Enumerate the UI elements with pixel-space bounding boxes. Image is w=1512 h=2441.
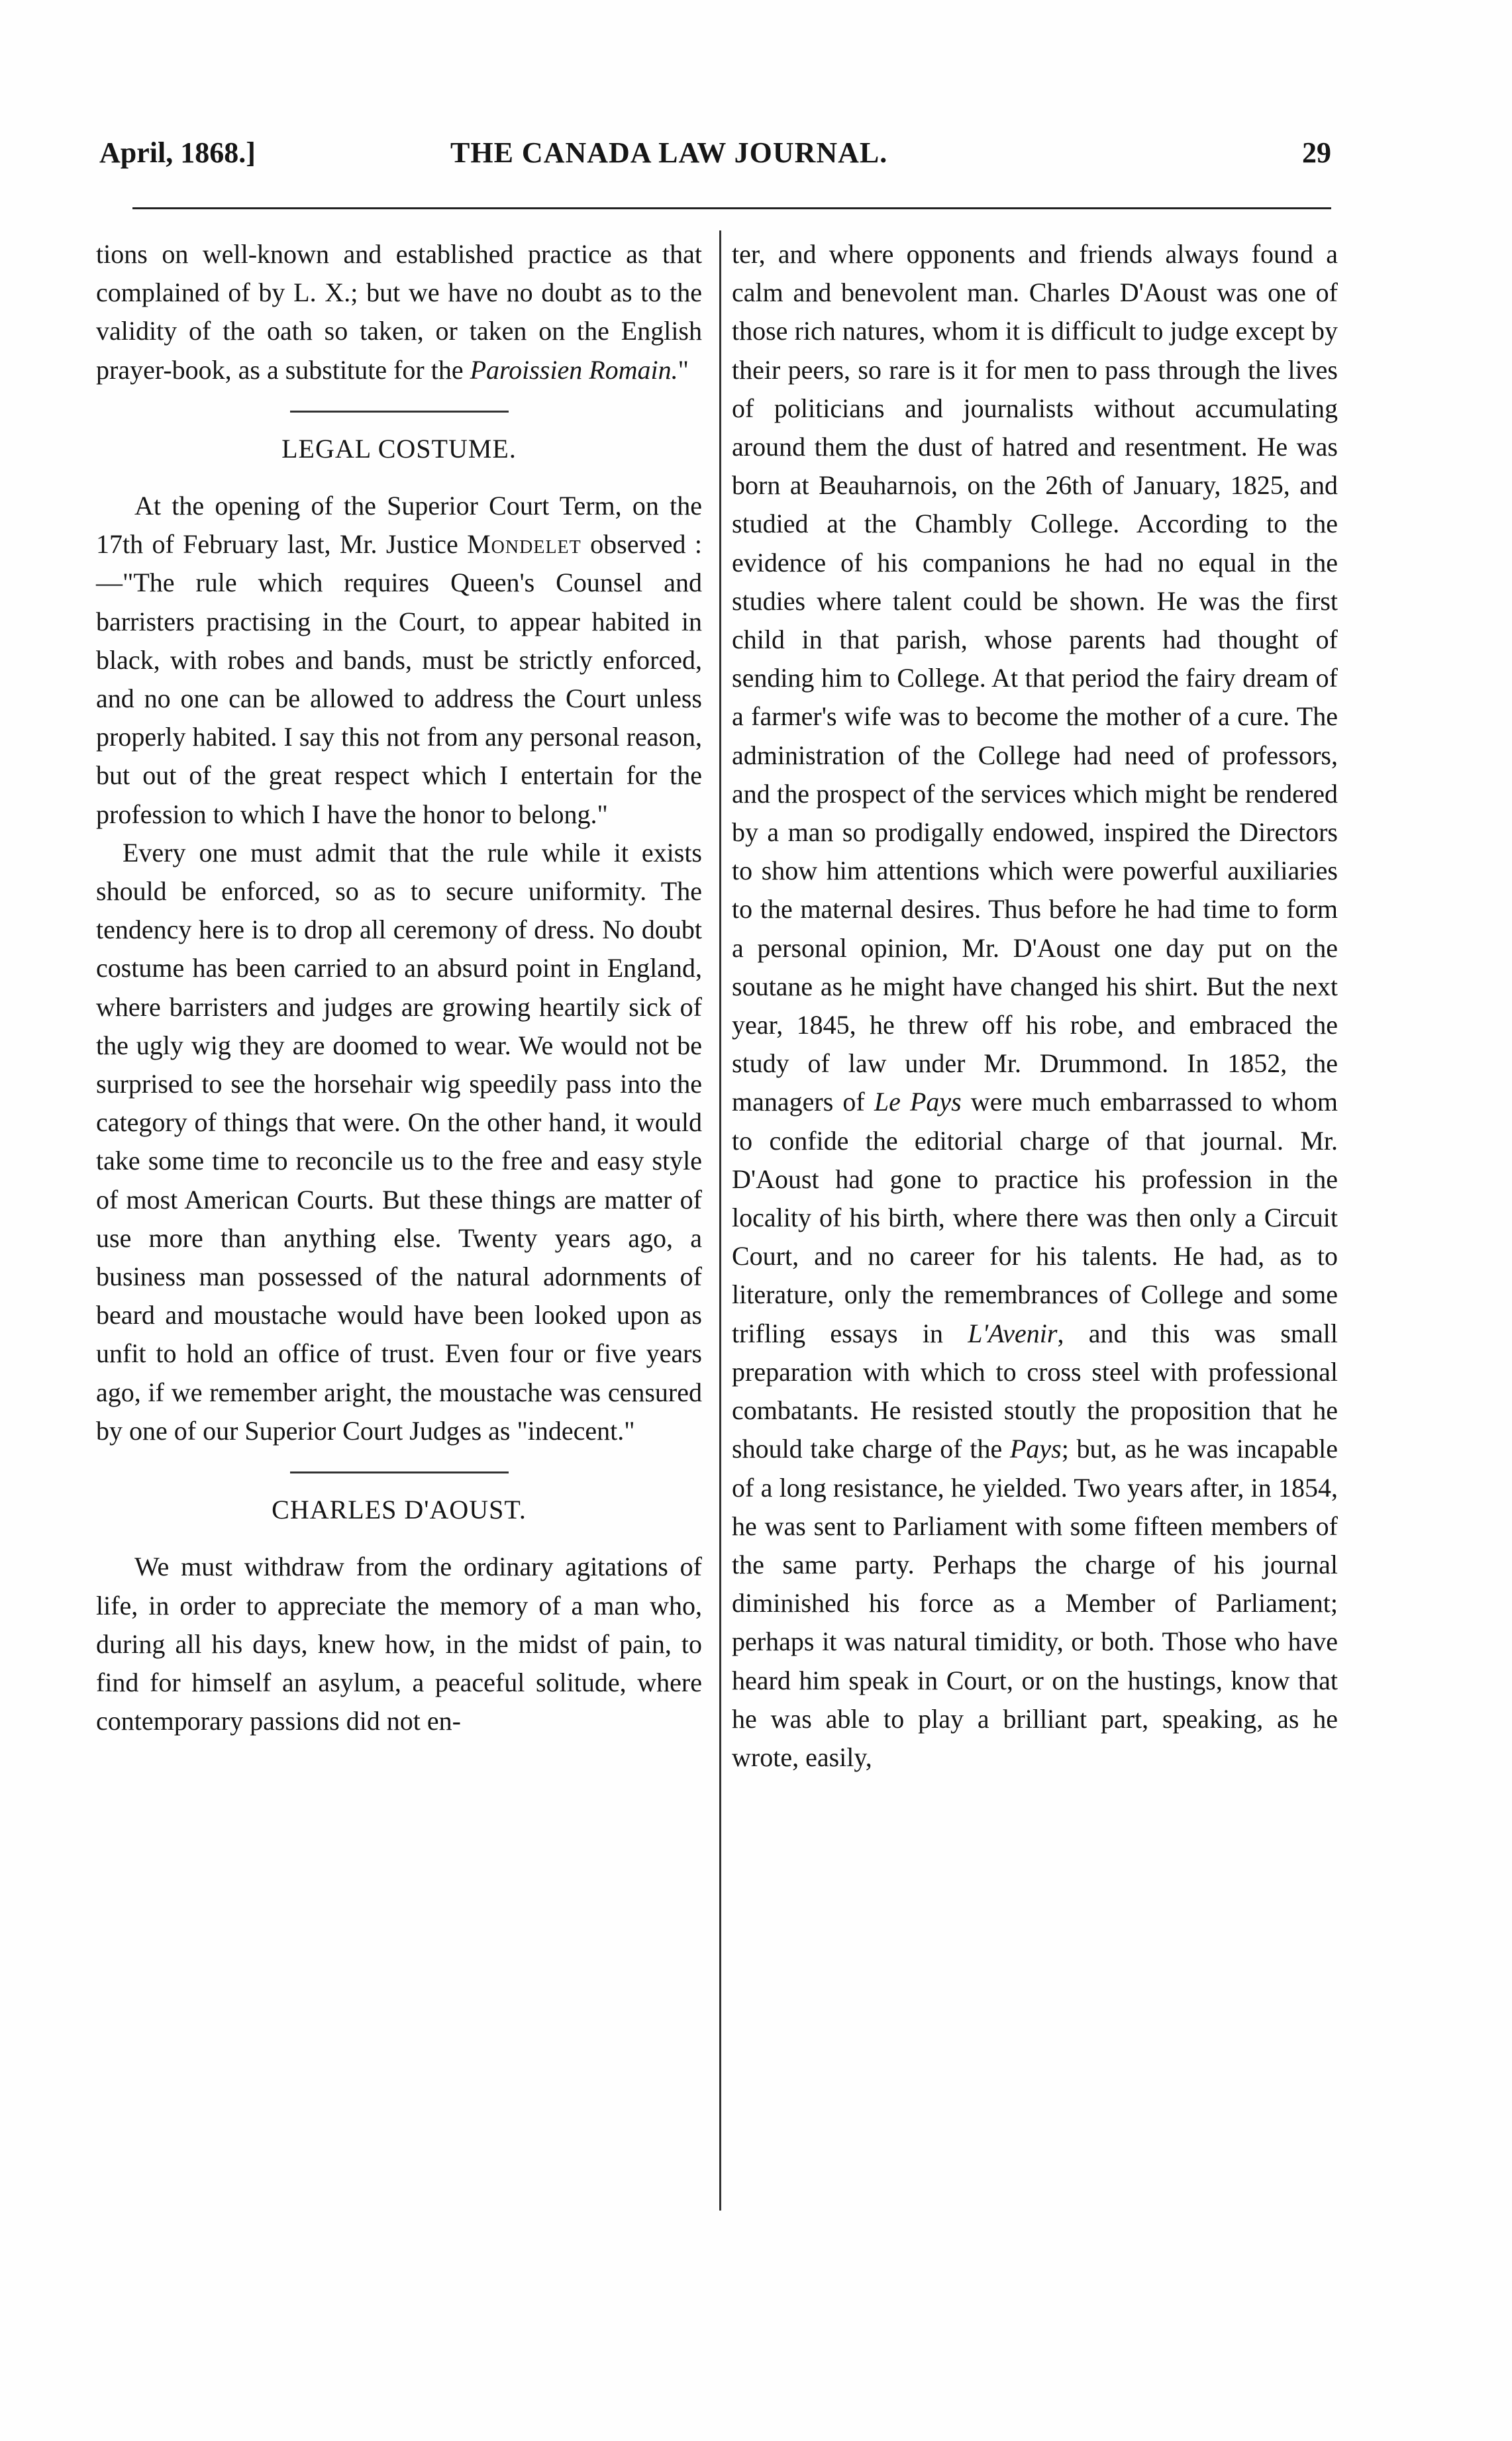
column-divider: [719, 230, 721, 2211]
journal-name-italic: L'Avenir: [968, 1318, 1058, 1348]
journal-name-italic: Pays: [1009, 1434, 1062, 1464]
header-rule: [132, 207, 1331, 209]
left-column: [96, 235, 702, 1740]
paragraph-text: observed :—"The rule which requires Queen's Counsel and barristers practising in the Court, to appear habited in black, with robes and bands, must be strictly enforced, and no one can be allowed to address the Court unless properly habited. I say this not from any personal reason, but out of the great respect which I entertain for the profession to which I have the honor to belong.": [96, 529, 702, 829]
closing-quote: ": [678, 354, 689, 385]
journal-title: THE CANADA LAW JOURNAL.: [450, 136, 888, 169]
section-heading-charles-daoust: CHARLES D'AOUST.: [272, 1495, 527, 1525]
body-paragraph: [96, 487, 702, 834]
paragraph-text: At the opening of the Superior Court Term, on the 17th of February last, Mr. Justice: [96, 491, 702, 560]
italic-title: Paroissien Romain.: [470, 354, 678, 385]
paragraph-text: were much embarrassed to whom to confide the editorial charge of that journal. Mr. D'Aoust had gone to practice his profession in the locality of his birth, where there was then only a Circuit Court, and no career for his talents. He had, as to literature, only the remembrances of College and some trifling essays in: [732, 1087, 1338, 1348]
judge-name: Mondelet: [467, 529, 581, 560]
continued-text: tions on well-known and established practice as that complained of by L. X.; but we have no doubt as to the validity of the oath so taken, or taken on the English prayer-book, as a substitute for the: [96, 239, 702, 385]
running-header: [99, 136, 1331, 175]
continued-paragraph: [96, 235, 702, 389]
journal-name-italic: Le Pays: [874, 1087, 962, 1117]
right-column: [732, 235, 1338, 1777]
header-date: April, 1868.]: [99, 136, 256, 169]
body-paragraph: We must withdraw from the ordinary agitations of life, in order to appreciate the memory of a man who, during all his days, knew how, in the midst of pain, to find for himself an asylum, a peaceful solitude, where contemporary passions did not en-: [96, 1552, 702, 1736]
paragraph-text: , and this was small preparation with which to cross steel with professional combatants. He resisted stoutly the proposition that he should take charge of the: [732, 1318, 1338, 1464]
section-heading-legal-costume: LEGAL COSTUME.: [281, 433, 517, 464]
page-number: 29: [1302, 136, 1331, 169]
body-paragraph: [732, 235, 1338, 1777]
paragraph-text: ; but, as he was incapable of a long resistance, he yielded. Two years after, in 1854, he was sent to Parliament with some fifteen members of the same party. Perhaps the charge of his journal diminished his force as a Member of Parliament; perhaps it was natural timidity, or both. Those who have heard him speak in Court, or on the hustings, know that he was able to play a brilliant part, speaking, as he wrote, easily,: [732, 1434, 1338, 1772]
body-paragraph: Every one must admit that the rule while it exists should be enforced, so as to secure uniformity. The tendency here is to drop all ceremony of dress. No doubt costume has been carried to an absurd point in England, where barristers and judges are growing heartily sick of the ugly wig they are doomed to wear. We would not be surprised to see the horsehair wig speedily pass into the category of things that were. On the other hand, it would take some time to reconcile us to the free and easy style of most American Courts. But these things are matter of use more than anything else. Twenty years ago, a business man possessed of the natural adornments of beard and moustache would have been looked upon as unfit to hold an office of trust. Even four or five years ago, if we remember aright, the moustache was censured by one of our Superior Court Judges as "indecent.": [96, 837, 702, 1446]
paragraph-text: ter, and where opponents and friends always found a calm and benevolent man. Charles D'Aoust was one of those rich natures, whom it is difficult to judge except by their peers, so rare is it for men to pass through the lives of politicians and journalists without accumulating around them the dust of hatred and resentment. He was born at Beauharnois, on the 26th of January, 1825, and studied at the Chambly College. According to the evidence of his companions he had no equal in the studies where talent could be shown. He was the first child in that parish, whose parents had thought of sending him to College. At that period the fairy dream of a farmer's wife was to become the mother of a cure. The administration of the College had need of professors, and the prospect of the services which might be rendered by a man so prodigally endowed, inspired the Directors to show him attentions which were powerful auxiliaries to the maternal desires. Thus before he had time to form a personal opinion, Mr. D'Aoust one day put on the soutane as he might have changed his shirt. But the next year, 1845, he threw off his robe, and embraced the study of law under Mr. Drummond. In 1852, the managers of: [732, 239, 1338, 1117]
